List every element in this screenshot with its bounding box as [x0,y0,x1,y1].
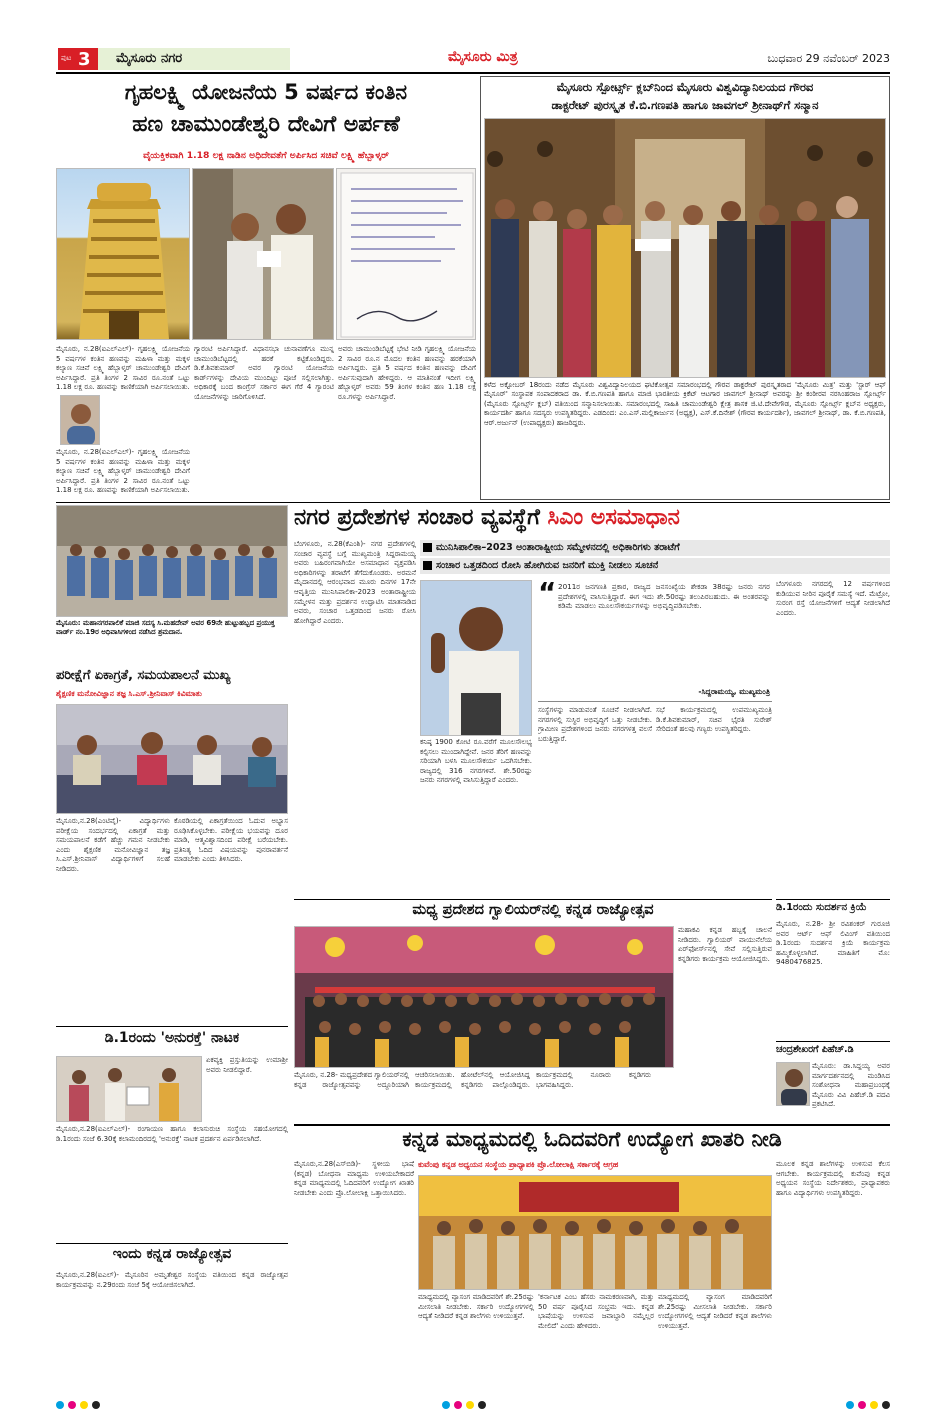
rule-story7 [56,1243,288,1244]
minister-portrait [60,395,100,445]
magenta-dot-icon [68,1401,76,1409]
story6-body: ಮೈಸೂರು,ನ.28(ಐಎಲ್‌ಎಲ್)- ರಂಗಾಯಣ ಹಾಗೂ ಕಲಾಸುರುಚಿ ಸಂಸ್ಥೆಯ ಸಹಯೋಗದಲ್ಲಿ ಡಿ.1ರಂದು ಸಂಜೆ 6.30ಕ್ಕೆ ಕಲಾಮಂದಿರದಲ್ಲಿ 'ಅನುರಕ್ತೆ' ನಾಟಕ ಪ್ರದರ್ಶನ ಏರ್ಪಡಿಸಲಾಗಿದೆ. [56,1125,288,1143]
temple-gopuram-icon [57,169,190,340]
black-dot-icon [882,1401,890,1409]
people-photo-icon [193,169,334,340]
magenta-dot-icon [454,1401,462,1409]
shramadana-caption: ಮೈಸೂರು: ಮಹಾನಗರಪಾಲಿಕೆ ಮಾಜಿ ಸದಸ್ಯ ಸಿ.ಮಹದೇವ್ ಅವರ 69ನೇ ಹುಟ್ಟುಹಬ್ಬದ ಪ್ರಯುಕ್ತ ವಾರ್ಡ್ ನಂ.19ರ ಅಧಿವಾಸಿಗಳಿಂದ ನಡೆಸಿದ ಶ್ರಮದಾನ. [56,619,275,637]
story1-column-3: ಅವರು ಚಾಮುಂಡಿಬೆಟ್ಟಕ್ಕೆ ಭೇಟಿ ನೀಡಿ ಗೃಹಲಕ್ಷ್ಮಿ ಯೋಜನೆಯ 2 ಸಾವಿರ ರೂ.ನ ಮೊದಲ ಕಂತಿನ ಹಣವನ್ನು ಹರಕೆಯಾಗಿ ಅರ್ಪಿಸಿದ್ದರು. ಪ್ರತಿ 5 ವರ್ಷದ ಕಂತಿನ ಹಣವನ್ನು ದೇವಿಗೆ ಅರ್ಪಿಸುವುದಾಗಿ ಹೇಳಿದ್ದರು. ಆ ಮಾತಿನಂತೆ ಇದೀಗ ಲಕ್ಷ್ಮಿ ಹೆಬ್ಬಾಳ್ಕರ್ ಅವರು 59 ತಿಂಗಳ ಕಂತಿನ ಹಣ 1.18 ಲಕ್ಷ ರೂ.ಗಳನ್ನು ಅರ್ಪಿಸಿದ್ದಾರೆ. [338,345,476,401]
story4-column-2: ಕೊಠಡಿಯಲ್ಲಿ ಏಕಾಗ್ರತೆಯಿಂದ ಓದುವ ಅಭ್ಯಾಸ ರೂಢಿಸಿಕೊಳ್ಳಬೇಕು. ಪರೀಕ್ಷೆಯ ಭಯವನ್ನು ದೂರ ಮಾಡಿ, ಆತ್ಮವಿಶ್ವಾಸದಿಂದ ಪರೀಕ್ಷೆ ಬರೆಯಬೇಕು. ಪ್ರತಿನಿತ್ಯ ಓದಿದ ವಿಷಯವನ್ನು ಪುನರಾವರ್ತನೆ ಮಾಡಬೇಕು ಎಂದು ತಿಳಿಸಿದರು. [174,817,288,864]
section-name-box [98,48,290,70]
rule-story5 [294,899,772,900]
story8-column-3b: ಮಾಧ್ಯಮದಲ್ಲಿ ವ್ಯಾಸಂಗ ಮಾಡಿದವರಿಗೆ ಶೇ.25ರಷ್ಟು ಮೀಸಲಾತಿ ನೀಡಬೇಕು. ಸರ್ಕಾರಿ ಉದ್ಯೋಗಗಳಲ್ಲಿ ಆದ್ಯತೆ ನೀಡಿದರೆ ಕನ್ನಡ ಶಾಲೆಗಳು ಉಳಿಯುತ್ತವೆ. [658,1293,772,1330]
story8-subheadline: ಕುವೆಂಪು ಕನ್ನಡ ಅಧ್ಯಯನ ಸಂಸ್ಥೆಯ ಪ್ರಾಧ್ಯಾಪಕಿ ಪ್ರೊ.ಲೋಲಾಕ್ಷಿ ಸರ್ಕಾರಕ್ಕೆ ಆಗ್ರಹ [418,1160,619,1169]
panel-photo-icon [57,705,288,814]
story1-headline-1: ಗೃಹಲಕ್ಷ್ಮಿ ಯೋಜನೆಯ 5 ವರ್ಷದ ಕಂತಿನ [124,80,408,104]
page-number: 3 [78,49,91,70]
students-photo-icon [57,506,288,617]
story3-column-4: ಸಭೆ ಕಾರ್ಯಕ್ರಮದಲ್ಲಿ ಉಪಮುಖ್ಯಮಂತ್ರಿ ಡಿ.ಕೆ.ಶಿವಕುಮಾರ್, ಸಚಿವ ಭೈರತಿ ಸುರೇಶ್ ಸೇರಿದಂತೆ ಹಲವು ಗಣ್ಯರು ಉಪಸ್ಥಿತರಿದ್ದರು. [656,706,772,734]
story3-column-5: ಬೆಂಗಳೂರು ನಗರದಲ್ಲಿ 12 ವರ್ಷಗಳಿಂದ ಕುಡಿಯುವ ನೀರಿನ ಪೂರೈಕೆ ಸಮಸ್ಯೆ ಇದೆ. ಮೆಟ್ರೋ, ಸುರಂಗ ರಸ್ತೆ ಯೋಜನೆಗಳಿಗೆ ಆದ್ಯತೆ ನೀಡಲಾಗಿದೆ ಎಂದರು. [776,580,890,617]
rule-brief2 [776,1041,890,1042]
cyan-dot-icon [442,1401,450,1409]
cm-quote-box: “ 2011ರ ಜನಗಣತಿ ಪ್ರಕಾರ, ರಾಜ್ಯದ ಜನಸಂಖ್ಯೆಯ ಶೇಕಡಾ 38ರಷ್ಟು ಜನರು ನಗರ ಪ್ರದೇಶಗಳಲ್ಲಿ ವಾಸಿಸುತ್ತಿದ್ದಾರೆ. ಈಗ ಇದು ಶೇ.50ರಷ್ಟು ತಲುಪಿರಬಹುದು. ಈ ಅಂತರವನ್ನು ಕಡಿಮೆ ಮಾಡಲು ಮೂಲಸೌಕರ್ಯಗಳನ್ನು ಅಭಿವೃದ್ಧಿಪಡಿಸಬೇಕು. -ಸಿದ್ದರಾಮಯ್ಯ, ಮುಖ್ಯಮಂತ್ರಿ [538,580,772,702]
cyan-dot-icon [846,1401,854,1409]
story4-headline: ಪರೀಕ್ಷೆಗೆ ಏಕಾಗ್ರತೆ, ಸಮಯಪಾಲನೆ ಮುಖ್ಯ [56,668,231,683]
story1-headline-2: ಹಣ ಚಾಮುಂಡೇಶ್ವರಿ ದೇವಿಗೆ ಅರ್ಪಣೆ [132,112,400,137]
story5-side: ಮಹಾಕವಿ ಕನ್ನಡ ಹಬ್ಬಕ್ಕೆ ಚಾಲನೆ ನೀಡಿದರು. ಗ್ವಾಲಿಯರ್ ವಾಯುನೆಲೆಯ ಏರ್‌ಫೋರ್ಸ್‌ನಲ್ಲಿ ಸೇವೆ ಸಲ್ಲಿಸುತ್ತಿರುವ ಕನ್ನಡಿಗರು ಕಾರ್ಯಕ್ರಮ ಆಯೋಜಿಸಿದ್ದರು. [678,926,772,963]
registration-marks-center [442,1400,502,1410]
rule-below-top-stories [56,502,890,503]
bullet-square-icon [423,543,432,552]
story2-headline-2: ಡಾಕ್ಟರೇಟ್ ಪುರಸ್ಕೃತ ಕೆ.ಬಿ.ಗಣಪತಿ ಹಾಗೂ ಜಾವಗಲ್ ಶ್ರೀನಾಥ್‌ಗೆ ಸನ್ಮಾನ [551,98,819,112]
story4-column-1: ಮೈಸೂರು,ನ.28(ಎಂಟಿವೈ)- ವಿದ್ಯಾರ್ಥಿಗಳು ಪರೀಕ್ಷೆಯ ಸಂದರ್ಭದಲ್ಲಿ ಏಕಾಗ್ರತೆ ಮತ್ತು ಸಮಯಪಾಲನೆ ಕಡೆಗೆ ಹೆಚ್ಚು ಗಮನ ನೀಡಬೇಕು ಎಂದು ಶೈಕ್ಷಣಿಕ ಮನೋವಿಜ್ಞಾನ ತಜ್ಞ ಸಿ.ಎಸ್.ಶ್ರೀನಿವಾಸ್ ವಿದ್ಯಾರ್ಥಿಗಳಿಗೆ ಸಲಹೆ ನೀಡಿದರು. [56,817,170,873]
shramadana-photo [56,505,288,617]
page-label: ಪುಟ [61,54,72,62]
gwalior-celebration-photo [294,926,674,1068]
portrait-icon [61,396,100,445]
event-photo-icon [419,1176,772,1290]
portrait-icon [777,1063,810,1106]
minister-offering-photo [192,168,334,340]
brief1-headline: ಡಿ.1ರಂದು ಸುದರ್ಶನ ಕ್ರಿಯೆ [776,902,867,913]
receipt-photo [336,168,476,340]
drama-poster-photo [56,1056,202,1122]
story8-column-3: 'ಕರ್ನಾಟಕ ಎಂಬ ಹೆಸರು ನಾಮಕರಣವಾಗಿ, ಮತ್ತು 50 ವರ್ಷ ಪೂರೈಸಿದ ಸಂಭ್ರಮ ಇದು. ಕನ್ನಡ ಭಾಷೆಯನ್ನು ಉಳಿಸುವ ಜವಾಬ್ದಾರಿ ನಮ್ಮೆಲ್ಲರ ಮೇಲಿದೆ' ಎಂದು ಹೇಳಿದರು. [538,1293,654,1330]
masthead [0,44,945,72]
story4-subheadline: ಶೈಕ್ಷಣಿಕ ಮನೋವಿಜ್ಞಾನ ತಜ್ಞ ಸಿ.ಎಸ್.ಶ್ರೀನಿವಾಸ್ ಕಿವಿಮಾತು [56,689,202,698]
story5-body: ಮೈಸೂರು, ನ.28- ಮಧ್ಯಪ್ರದೇಶದ ಗ್ವಾಲಿಯರ್‌ನಲ್ಲಿ ಕನ್ನಡ ರಾಜ್ಯೋತ್ಸವವನ್ನು ಅದ್ದೂರಿಯಾಗಿ ಆಚರಿಸಲಾಯಿತು. ಹೋಟೆಲ್‌ನಲ್ಲಿ ಆಯೋಜಿಸಿದ್ದ ಕಾರ್ಯಕ್ರಮದಲ್ಲಿ ಕನ್ನಡಿಗರು ಪಾಲ್ಗೊಂಡಿದ್ದರು. ಕಾರ್ಯಕ್ರಮದಲ್ಲಿ ನೂರಾರು ಕನ್ನಡಿಗರು ಭಾಗವಹಿಸಿದ್ದರು. [294,1071,651,1089]
quote-mark-icon: “ [538,580,557,609]
chandrashekar-portrait [776,1062,810,1106]
story8-headline: ಕನ್ನಡ ಮಾಧ್ಯಮದಲ್ಲಿ ಓದಿದವರಿಗೆ ಉದ್ಯೋಗ ಖಾತರಿ ನೀಡಿ [402,1127,782,1151]
story1-subheadline: ವೈಯಕ್ತಿಕವಾಗಿ 1.18 ಲಕ್ಷ ನಾಡಿನ ಅಧಿದೇವತೆಗೆ ಅರ್ಪಿಸಿದ ಸಚಿವೆ ಲಕ್ಷ್ಮಿ ಹೆಬ್ಬಾಳ್ಕರ್ [143,150,389,161]
group-photo-icon [485,119,886,378]
story3-bullet-2: ಸಂಚಾರ ಒತ್ತಡದಿಂದ ರೋಸಿ ಹೋಗಿರುವ ಜನರಿಗೆ ಮುಕ್ತಿ ನೀಡಲು ಸೂಚನೆ [420,558,890,574]
story3-column-3: ಸಂಸ್ಥೆಗಳನ್ನು ಮಾಡುವಂತೆ ಸೂಚನೆ ನೀಡಲಾಗಿದೆ. ನಗರಗಳಲ್ಲಿ ಸುಸ್ಥಿರ ಅಭಿವೃದ್ಧಿಗೆ ಒತ್ತು ನೀಡಬೇಕು. ಗ್ರಾಮೀಣ ಪ್ರದೇಶಗಳಿಂದ ಜನರು ನಗರಗಳತ್ತ ವಲಸೆ ಬರುತ್ತಿದ್ದಾರೆ. [538,706,652,743]
section-name: ಮೈಸೂರು ನಗರ [116,51,183,66]
black-dot-icon [478,1401,486,1409]
story1-column-2: ಗ್ಯಾರಂಟಿ ಅರ್ಪಿಸಿದ್ದಾರೆ. ವಿಧಾನಸಭಾ ಚುನಾವಣೆಗೂ ಮುನ್ನ ಚಾಮುಂಡಿಬೆಟ್ಟದಲ್ಲಿ ಹರಕೆ ಕಟ್ಟಿಕೊಂಡಿದ್ದರು. ಡಿ.ಕೆ.ಶಿವಕುಮಾರ್ ಅವರ ಗ್ಯಾರಂಟಿ ಯೋಜನೆಯ ಕಾರ್ಡ್‌ಗಳನ್ನು ದೇವಿಯ ಮುಂದಿಟ್ಟು ಪೂಜೆ ಸಲ್ಲಿಸಲಾಗಿತ್ತು. ಅಧಿಕಾರಕ್ಕೆ ಬಂದ ಕಾಂಗ್ರೆಸ್ ಸರ್ಕಾರ ಈಗ ಗೆರೆ 4 ಗ್ಯಾರಂಟಿ ಯೋಜನೆಗಳನ್ನು ಜಾರಿಗೊಳಿಸಿದೆ. [194,345,334,401]
story8-column-4: ಮೂಲಕ ಕನ್ನಡ ಶಾಲೆಗಳನ್ನು ಉಳಿಸುವ ಕೆಲಸ ಆಗಬೇಕು. ಕಾರ್ಯಕ್ರಮದಲ್ಲಿ ಕುವೆಂಪು ಕನ್ನಡ ಅಧ್ಯಯನ ಸಂಸ್ಥೆಯ ನಿರ್ದೇಶಕರು, ಪ್ರಾಧ್ಯಾಪಕರು ಹಾಗೂ ವಿದ್ಯಾರ್ಥಿಗಳು ಉಪಸ್ಥಿತರಿದ್ದರು. [776,1160,890,1197]
receipt-document-icon [337,169,476,340]
brief2-headline: ಚಂದ್ರಶೇಖರಗೆ ಪಿಹೆಚ್.ಡಿ [776,1044,854,1055]
cyan-dot-icon [56,1401,64,1409]
story2-caption: ಕಳೆದ ಅಕ್ಟೋಬರ್ 18ರಂದು ನಡೆದ ಮೈಸೂರು ವಿಶ್ವವಿದ್ಯಾನಿಲಯದ ಘಟಿಕೋತ್ಸವ ಸಮಾರಂಭದಲ್ಲಿ ಗೌರವ ಡಾಕ್ಟರೇಟ್ ಪುರಸ್ಕೃತರಾದ 'ಮೈಸೂರು ಮಿತ್ರ' ಮತ್ತು 'ಸ್ಟಾರ್ ಆಫ್ ಮೈಸೂರ್' ಸಂಸ್ಥಾಪಕ ಸಂಪಾದಕರಾದ ಡಾ. ಕೆ.ಬಿ.ಗಣಪತಿ ಹಾಗೂ ಮಾಜಿ ಭಾರತೀಯ ಕ್ರಿಕೆಟ್ ಆಟಗಾರ ಜಾವಗಲ್ ಶ್ರೀನಾಥ್ ಅವರನ್ನು ಶ್ರೀ ಕಂಠೀರವ ನರಸಿಂಹರಾಜ ಸ್ಪೋರ್ಟ್ಸ್ (ಮೈಸೂರು ಸ್ಪೋರ್ಟ್ಸ್ ಕ್ಲಬ್) ವತಿಯಿಂದ ಸನ್ಮಾನಿಸಲಾಯಿತು. ಸಮಾರಂಭದಲ್ಲಿ ಸಾಹಿತಿ ಚಾಮುಂಡೇಶ್ವರಿ ಕ್ಷೇತ್ರ ಶಾಸಕ ಜಿ.ಟಿ.ದೇವೇಗೌಡ, ಮೈಸೂರು ಸ್ಪೋರ್ಟ್ಸ್ ಕ್ಲಬ್‌ನ ಅಧ್ಯಕ್ಷರು, ಕಾರ್ಯದರ್ಶಿ ಹಾಗೂ ಸದಸ್ಯರು ಉಪಸ್ಥಿತರಿದ್ದರು. ಎಡದಿಂದ: ಎಂ.ಎಸ್.ಮಲ್ಲಿಕಾರ್ಜುನ (ಅಧ್ಯಕ್ಷ), ಎಸ್.ಕೆ.ದಿನೇಶ್ (ಗೌರವ ಕಾರ್ಯದರ್ಶಿ), ಜಾವಗಲ್ ಶ್ರೀನಾಥ್, ಡಾ. ಕೆ.ಬಿ.ಗಣಪತಿ, ಆರ್.ಅರ್ಜುನ್ (ಉಪಾಧ್ಯಕ್ಷರು) ಹಾಜರಿದ್ದರು. [484,381,886,427]
registration-marks-right [846,1400,894,1410]
kuvempu-event-photo [418,1175,772,1290]
seminar-photo [56,704,288,814]
registration-marks-left [56,1400,116,1410]
rule-story6 [56,1026,288,1027]
brief2-body: ಮೈಸೂರು: ಡಾ.ಸಿದ್ದಯ್ಯ ಅವರ ಮಾರ್ಗದರ್ಶನದಲ್ಲಿ ಮಂಡಿಸಿದ ಸಂಶೋಧನಾ ಮಹಾಪ್ರಬಂಧಕ್ಕೆ ಮೈಸೂರು ವಿವಿ ಪಿಹೆಚ್.ಡಿ ಪದವಿ ಪ್ರಕಟಿಸಿದೆ. [812,1062,890,1109]
yellow-dot-icon [80,1401,88,1409]
yellow-dot-icon [466,1401,474,1409]
brief1-body: ಮೈಸೂರು, ನ.28- ಶ್ರೀ ರವಿಶಂಕರ್ ಗುರೂಜಿ ಅವರ ಆರ್ಟ್ ಆಫ್ ಲಿವಿಂಗ್ ವತಿಯಿಂದ ಡಿ.1ರಂದು ಸುದರ್ಶನ ಕ್ರಿಯೆ ಕಾರ್ಯಕ್ರಮ ಹಮ್ಮಿಕೊಳ್ಳಲಾಗಿದೆ. ಮಾಹಿತಿಗೆ ಮೊ: 9480476825. [776,920,890,967]
story3-headline-accent: ಸಿಎಂ ಅಸಮಾಧಾನ [547,505,680,530]
paper-name: ಮೈಸೂರು ಮಿತ್ರ [448,49,518,65]
story2-headline-1: ಮೈಸೂರು ಸ್ಪೋರ್ಟ್ಸ್ ಕ್ಲಬ್‌ನಿಂದ ಮೈಸೂರು ವಿಶ್ವವಿದ್ಯಾನಿಲಯದ ಗೌರವ [556,80,814,94]
story8-column-2: ಮಾಧ್ಯಮದಲ್ಲಿ ವ್ಯಾಸಂಗ ಮಾಡಿದವರಿಗೆ ಶೇ.25ರಷ್ಟು ಮೀಸಲಾತಿ ನೀಡಬೇಕು. ಸರ್ಕಾರಿ ಉದ್ಯೋಗಗಳಲ್ಲಿ ಆದ್ಯತೆ ನೀಡಿದರೆ ಕನ್ನಡ ಶಾಲೆಗಳು ಉಳಿಯುತ್ತವೆ. [418,1293,534,1321]
story8-column-1: ಮೈಸೂರು,ನ.28(ಎಸ್‌ಬಿಡಿ)- ಸ್ಥಳೀಯ ಭಾಷೆ (ಕನ್ನಡ) ಬೋಧನಾ ಮಾಧ್ಯಮ ಉಳಿಯಬೇಕಾದರೆ ಕನ್ನಡ ಮಾಧ್ಯಮದಲ್ಲಿ ಓದಿದವರಿಗೆ ಉದ್ಯೋಗ ಖಾತರಿ ನೀಡಬೇಕು ಎಂದು ಪ್ರೊ.ಲೋಲಾಕ್ಷಿ ಒತ್ತಾಯಿಸಿದರು. [294,1160,414,1197]
story1-column-1: ಮೈಸೂರು, ನ.28(ಐಎಲ್‌ಎಲ್)- ಗೃಹಲಕ್ಷ್ಮಿ ಯೋಜನೆಯ 5 ವರ್ಷಗಳ ಕಂತಿನ ಹಣವನ್ನು ಮಹಿಳಾ ಮತ್ತು ಮಕ್ಕಳ ಕಲ್ಯಾಣ ಸಚಿವೆ ಲಕ್ಷ್ಮಿ ಹೆಬ್ಬಾಳ್ಕರ್ ಚಾಮುಂಡೇಶ್ವರಿ ದೇವಿಗೆ ಅರ್ಪಿಸಿದ್ದಾರೆ. ಪ್ರತಿ ತಿಂಗಳ 2 ಸಾವಿರ ರೂ.ನಂತೆ ಒಟ್ಟು 1.18 ಲಕ್ಷ ರೂ. ಹಣವನ್ನು ಕಾಣಿಕೆಯಾಗಿ ಅರ್ಪಿಸಲಾಯಿತು. [56,345,190,392]
temple-photo [56,168,190,340]
crowd-photo-icon [295,927,674,1068]
drama-release-icon [57,1057,202,1122]
story5-headline: ಮಧ್ಯ ಪ್ರದೇಶದ ಗ್ವಾಲಿಯರ್‌ನಲ್ಲಿ ಕನ್ನಡ ರಾಜ್ಯೋತ್ಸವ [412,902,654,918]
quote-attribution: -ಸಿದ್ದರಾಮಯ್ಯ, ಮುಖ್ಯಮಂತ್ರಿ [698,687,770,696]
story1-column-1b: ಮೈಸೂರು, ನ.28(ಐಎಲ್‌ಎಲ್)- ಗೃಹಲಕ್ಷ್ಮಿ ಯೋಜನೆಯ 5 ವರ್ಷಗಳ ಕಂತಿನ ಹಣವನ್ನು ಮಹಿಳಾ ಮತ್ತು ಮಕ್ಕಳ ಕಲ್ಯಾಣ ಸಚಿವೆ ಲಕ್ಷ್ಮಿ ಹೆಬ್ಬಾಳ್ಕರ್ ಚಾಮುಂಡೇಶ್ವರಿ ದೇವಿಗೆ ಅರ್ಪಿಸಿದ್ದಾರೆ. ಪ್ರತಿ ತಿಂಗಳ 2 ಸಾವಿರ ರೂ.ನಂತೆ ಒಟ್ಟು 1.18 ಲಕ್ಷ ರೂ. ಹಣವನ್ನು ಕಾಣಿಕೆಯಾಗಿ ಅರ್ಪಿಸಲಾಯಿತು. [56,448,190,495]
story7-headline: ಇಂದು ಕನ್ನಡ ರಾಜ್ಯೋತ್ಸವ [112,1246,232,1262]
black-dot-icon [92,1401,100,1409]
story3-column-1: ಬೆಂಗಳೂರು, ನ.28(ಕೆಎಂಶಿ)- ನಗರ ಪ್ರದೇಶಗಳಲ್ಲಿ ಸಂಚಾರ ವ್ಯವಸ್ಥೆ ಬಗ್ಗೆ ಮುಖ್ಯಮಂತ್ರಿ ಸಿದ್ದರಾಮಯ್ಯ ಅವರು ಬಹಿರಂಗವಾಗಿಯೇ ಅಸಮಾಧಾನ ವ್ಯಕ್ತಪಡಿಸಿ ಅಧಿಕಾರಿಗಳನ್ನು ತರಾಟೆಗೆ ತೆಗೆದುಕೊಂಡರು. ಅರಮನೆ ಮೈದಾನದಲ್ಲಿ ಆರಂಭವಾದ ಮೂರು ದಿನಗಳ 17ನೇ ಆವೃತ್ತಿಯ ಮುನಿಸಿಪಾಲಿಕಾ-2023 ಅಂತಾರಾಷ್ಟ್ರೀಯ ಸಮ್ಮೇಳನ ಮತ್ತು ಪ್ರದರ್ಶನ ಉದ್ಘಾಟಿಸಿ ಮಾತನಾಡಿದ ಅವರು, ಸಂಚಾರ ಒತ್ತಡದಿಂದ ಜನರು ರೋಸಿ ಹೋಗಿದ್ದಾರೆ ಎಂದರು. [294,540,416,625]
story6-side: ಏಕವ್ಯಕ್ತಿ ಪ್ರಸ್ತುತಿಯನ್ನು ಉಮಾಶ್ರೀ ಅವರು ನೀಡಲಿದ್ದಾರೆ. [206,1056,288,1074]
story7-body: ಮೈಸೂರು,ನ.28(ಐಎಲ್)- ಮೈಸೂರಿನ ಅಮೃತೇಶ್ವರ ಸಂಸ್ಥೆಯ ವತಿಯಿಂದ ಕನ್ನಡ ರಾಜ್ಯೋತ್ಸವ ಕಾರ್ಯಕ್ರಮವನ್ನು ನ.29ರಂದು ಸಂಜೆ 5ಕ್ಕೆ ಆಯೋಜಿಸಲಾಗಿದೆ. [56,1271,288,1289]
story3-bullet-1: ಮುನಿಸಿಪಾಲಿಕಾ–2023 ಅಂತಾರಾಷ್ಟ್ರೀಯ ಸಮ್ಮೇಳನದಲ್ಲಿ ಅಧಿಕಾರಿಗಳು ತರಾಟೆಗೆ [420,540,890,556]
masthead-rule [56,72,890,74]
rule-story8 [294,1124,890,1126]
story6-headline: ಡಿ.1ರಂದು 'ಅನುರಕ್ತೆ' ನಾಟಕ [104,1030,240,1046]
story3-headline: ನಗರ ಪ್ರದೇಶಗಳ ಸಂಚಾರ ವ್ಯವಸ್ಥೆಗೆ ಸಿಎಂ ಅಸಮಾಧಾನ [294,505,680,530]
magenta-dot-icon [858,1401,866,1409]
issue-date: ಬುಧವಾರ 29 ನವೆಂಬರ್ 2023 [767,52,890,65]
rule-brief1 [776,899,890,900]
story3-column-2: ಕನಿಷ್ಠ 1900 ಕೋಟಿ ರೂ.ವರೆಗೆ ಮೂಲಸೌಲಭ್ಯ ಕಲ್ಪಿಸಲು ಮುಂದಾಗಿದ್ದೇವೆ. ಜನರ ತೆರಿಗೆ ಹಣವನ್ನು ಸರಿಯಾಗಿ ಬಳಸಿ ಮೂಲಸೌಕರ್ಯ ಒದಗಿಸಬೇಕು. ರಾಜ್ಯದಲ್ಲಿ 316 ನಗರಗಳಿವೆ. ಶೇ.50ರಷ್ಟು ಜನರು ನಗರಗಳಲ್ಲಿ ವಾಸಿಸುತ್ತಿದ್ದಾರೆ ಎಂದರು. [420,738,532,785]
bullet-square-icon [423,561,432,570]
page-number-box [58,48,98,70]
speaker-photo-icon [421,581,532,736]
cm-siddaramaiah-photo [420,580,532,736]
yellow-dot-icon [870,1401,878,1409]
felicitation-group-photo [484,118,886,378]
